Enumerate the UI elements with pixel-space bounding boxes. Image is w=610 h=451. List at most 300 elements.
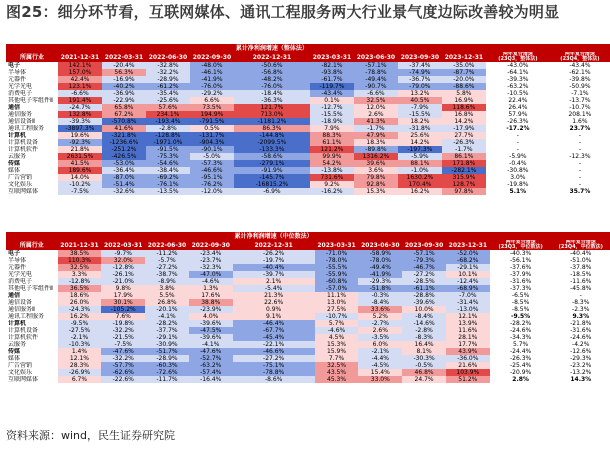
growth-cell: 51.2% — [446, 376, 490, 383]
growth-cell: 11.6% — [446, 327, 490, 334]
table-row — [6, 362, 610, 369]
growth-cell: 142.1% — [58, 62, 102, 69]
growth-cell: -1.7% — [442, 146, 486, 153]
growth-cell: -60.3% — [145, 362, 189, 369]
growth-cell: -90.7% — [354, 83, 398, 90]
growth-cell: -41.9% — [190, 76, 234, 83]
growth-cell: -28.8% — [402, 292, 446, 299]
growth-cell: 6.0% — [358, 341, 402, 348]
table-row — [6, 327, 610, 334]
growth-cell: 73.5% — [190, 104, 234, 111]
table-row — [6, 111, 610, 118]
industry-label: 通信设备 — [8, 299, 33, 306]
growth-cell: 4.0% — [189, 313, 233, 320]
growth-cell: -76.2% — [190, 181, 234, 188]
growth-cell: 18.2% — [398, 118, 442, 125]
growth-cell: -38.4% — [146, 167, 190, 174]
column-header: 2023-03-31 — [310, 52, 354, 62]
table-top-overall — [6, 44, 610, 195]
growth-cell: -128.8% — [146, 132, 190, 139]
growth-cell: -35.4% — [146, 90, 190, 97]
growth-cell: -16815.2% — [234, 181, 310, 188]
growth-cell: -26.1% — [101, 271, 145, 278]
growth-cell: -71.0% — [315, 250, 359, 257]
growth-cell: -11.7% — [145, 376, 189, 383]
growth-cell: -27.2% — [145, 264, 189, 271]
growth-cell: -31.4% — [446, 299, 490, 306]
growth-cell: -76.0% — [190, 83, 234, 90]
growth-cell: -17.9% — [442, 125, 486, 132]
cagr-cell: -24.6% — [552, 334, 610, 341]
growth-cell: 12.0% — [354, 104, 398, 111]
growth-cell: -68.2% — [446, 257, 490, 264]
growth-cell: -74.9% — [398, 69, 442, 76]
growth-cell: 1630.2% — [398, 174, 442, 181]
cagr-cell: -40.3% — [490, 250, 552, 257]
growth-cell: -95.1% — [190, 174, 234, 181]
growth-cell: 0.9% — [233, 306, 315, 313]
section-label-blank — [6, 44, 58, 52]
table-row — [6, 167, 610, 174]
growth-cell: -45.4% — [233, 334, 315, 341]
cagr-cell: -50.9% — [550, 83, 610, 90]
growth-cell: 1.4% — [58, 348, 102, 355]
growth-cell: -46.1% — [190, 69, 234, 76]
growth-cell: -8.3% — [402, 334, 446, 341]
growth-cell: -22.6% — [101, 376, 145, 383]
growth-cell: 13.0% — [315, 299, 359, 306]
growth-cell: -10.2% — [58, 181, 102, 188]
growth-cell: -4.6% — [189, 278, 233, 285]
cagr-cell: -25.4% — [490, 362, 552, 369]
growth-cell: -22.1% — [233, 341, 315, 348]
growth-cell: 10.0% — [402, 306, 446, 313]
growth-cell: 36.5% — [58, 285, 102, 292]
growth-cell: -40.2% — [102, 83, 146, 90]
growth-cell: -57.4% — [189, 369, 233, 376]
cagr-cell: 26.4% — [486, 104, 550, 111]
growth-cell: -52.7% — [189, 355, 233, 362]
growth-cell: -9.7% — [101, 250, 145, 257]
growth-cell: -50.6% — [234, 62, 310, 69]
cagr-cell: 35.7% — [550, 188, 610, 195]
cagr-cell: -11.6% — [552, 278, 610, 285]
industry-label: 元器件 — [8, 76, 27, 83]
cagr-cell: -45.8% — [552, 285, 610, 292]
cagr-cell: -29.3% — [552, 355, 610, 362]
growth-cell: 67.2% — [102, 111, 146, 118]
growth-cell: -87.0% — [102, 174, 146, 181]
growth-cell: 9.2% — [310, 181, 354, 188]
column-header: 2023-03-31 — [315, 240, 359, 250]
growth-cell: -38.7% — [145, 271, 189, 278]
growth-cell: 88.1% — [398, 160, 442, 167]
growth-cell: -4.4% — [358, 355, 402, 362]
growth-cell: -197.3% — [398, 146, 442, 153]
growth-cell: -47.0% — [189, 271, 233, 278]
section-label-blank — [102, 44, 146, 52]
growth-cell: -21.0% — [101, 278, 145, 285]
column-header: 2023-12-31 — [442, 52, 486, 62]
growth-cell: 5.7% — [315, 320, 359, 327]
growth-cell: -89.8% — [354, 146, 398, 153]
growth-cell: 121.2% — [310, 146, 354, 153]
growth-cell: -63.2% — [189, 362, 233, 369]
growth-cell: -56.8% — [234, 69, 310, 76]
growth-cell: -41.9% — [358, 271, 402, 278]
industry-label: 电子 — [8, 62, 21, 69]
growth-cell: -57.7% — [101, 362, 145, 369]
growth-cell: -47.6% — [189, 348, 233, 355]
cagr-cell: -56.1% — [490, 257, 552, 264]
growth-cell: -58.6% — [234, 153, 310, 160]
growth-cell: -69.2% — [146, 174, 190, 181]
column-header: 2022-12-31 — [233, 240, 315, 250]
growth-cell: -904.3% — [190, 139, 234, 146]
growth-cell: 5.8% — [442, 90, 486, 97]
growth-cell: 14.2% — [442, 118, 486, 125]
growth-cell: 234.1% — [146, 111, 190, 118]
growth-cell: -7.5% — [101, 341, 145, 348]
growth-cell: -15.5% — [398, 111, 442, 118]
table-row — [6, 132, 610, 139]
cagr-cell: -39.3% — [486, 76, 550, 83]
growth-cell: 65.8% — [102, 104, 146, 111]
growth-cell: -60.8% — [315, 278, 359, 285]
growth-cell: 47.9% — [354, 132, 398, 139]
cagr-cell: - — [550, 167, 610, 174]
cagr-cell: - — [486, 132, 550, 139]
table-row — [6, 264, 610, 271]
section-label-blank — [58, 232, 102, 240]
growth-cell: -46.6% — [190, 167, 234, 174]
table-row — [6, 257, 610, 264]
growth-cell: 32.5% — [354, 97, 398, 104]
growth-cell: -570.8% — [102, 118, 146, 125]
growth-cell: -24.3% — [58, 306, 102, 313]
growth-cell: -8.6% — [233, 376, 315, 383]
section-label-blank — [442, 44, 486, 52]
growth-cell: 1316.2% — [354, 153, 398, 160]
growth-cell: -91.9% — [234, 167, 310, 174]
growth-cell: -51.8% — [358, 285, 402, 292]
table-row — [6, 292, 610, 299]
growth-cell: -48.0% — [190, 62, 234, 69]
column-header: 两年复合增速 (23Q3，整体法) — [486, 52, 550, 62]
growth-cell: -20.4% — [102, 62, 146, 69]
cagr-cell: -51.0% — [552, 257, 610, 264]
growth-cell: -3.5% — [358, 334, 402, 341]
growth-cell: -1181.2% — [234, 118, 310, 125]
growth-cell: -12.4% — [446, 278, 490, 285]
growth-cell: -88.6% — [442, 83, 486, 90]
growth-cell: 3.8% — [145, 285, 189, 292]
growth-cell: 25.6% — [398, 132, 442, 139]
growth-cell: -53.0% — [102, 160, 146, 167]
growth-cell: -36.7% — [398, 76, 442, 83]
growth-cell: 7.7% — [315, 355, 359, 362]
growth-cell: 315.9% — [442, 174, 486, 181]
growth-cell: -7.0% — [446, 292, 490, 299]
growth-cell: -26.3% — [442, 139, 486, 146]
industry-label: 元器件 — [8, 264, 27, 271]
growth-cell: -26.9% — [58, 369, 102, 376]
growth-cell: 28.1% — [446, 334, 490, 341]
column-header: 2023-06-30 — [354, 52, 398, 62]
growth-cell: 57.6% — [146, 104, 190, 111]
cagr-cell: -24.6% — [490, 327, 552, 334]
cagr-cell: -37.3% — [490, 285, 552, 292]
industry-label: 媒体 — [8, 167, 21, 174]
growth-cell: -4.1% — [145, 313, 189, 320]
table-row — [6, 348, 610, 355]
cagr-cell: -37.8% — [552, 264, 610, 271]
cagr-cell: -28.2% — [490, 320, 552, 327]
growth-cell: -91.5% — [146, 146, 190, 153]
table-row — [6, 76, 610, 83]
growth-cell: -93.8% — [310, 69, 354, 76]
growth-cell: -24.7% — [58, 104, 102, 111]
growth-cell: -2099.5% — [234, 139, 310, 146]
growth-cell: -32.2% — [101, 355, 145, 362]
growth-cell: 19.6% — [58, 132, 102, 139]
growth-cell: -36.4% — [102, 167, 146, 174]
section-label-blank — [446, 232, 490, 240]
growth-cell: 713.0% — [234, 111, 310, 118]
growth-cell: 18.6% — [58, 292, 102, 299]
column-header: 所属行业 — [6, 240, 58, 250]
growth-cell: -37.4% — [398, 62, 442, 69]
cagr-cell: -7.1% — [550, 90, 610, 97]
growth-cell: 14.0% — [58, 174, 102, 181]
growth-cell: -1.7% — [354, 125, 398, 132]
growth-cell: 39.6% — [354, 160, 398, 167]
growth-cell: 9.1% — [233, 313, 315, 320]
growth-cell: 33.6% — [358, 306, 402, 313]
growth-cell: -36.3% — [234, 97, 310, 104]
growth-cell: 38.8% — [189, 299, 233, 306]
growth-cell: 26.8% — [145, 299, 189, 306]
growth-cell: -27.2% — [402, 271, 446, 278]
growth-cell: -29.3% — [358, 278, 402, 285]
growth-cell: 3.3% — [58, 271, 102, 278]
growth-cell: -12.8% — [101, 264, 145, 271]
section-label-blank — [402, 232, 446, 240]
growth-cell: 27.7% — [442, 132, 486, 139]
table-row — [6, 306, 610, 313]
table-row — [6, 69, 610, 76]
growth-cell: -23.7% — [189, 257, 233, 264]
page-title: 图25：细分环节看，互联网媒体、通讯工程服务两大行业景气度边际改善较为明显 — [6, 3, 560, 21]
growth-cell: -8.4% — [358, 299, 402, 306]
growth-cell: 6.7% — [58, 376, 102, 383]
growth-cell: 128.7% — [442, 181, 486, 188]
growth-cell: -4.5% — [358, 362, 402, 369]
growth-cell: 88.3% — [310, 132, 354, 139]
growth-cell: -75.1% — [233, 362, 315, 369]
cagr-cell: 57.9% — [486, 111, 550, 118]
growth-cell: -8.4% — [402, 313, 446, 320]
growth-cell: -32.2% — [146, 69, 190, 76]
growth-cell: -32.3% — [189, 264, 233, 271]
growth-cell: -32.2% — [101, 327, 145, 334]
growth-cell: -32.6% — [102, 188, 146, 195]
growth-cell: -30.9% — [145, 341, 189, 348]
growth-cell: -49.4% — [358, 264, 402, 271]
growth-cell: -55.9% — [315, 271, 359, 278]
growth-cell: -39.3% — [58, 118, 102, 125]
industry-label: 通信服务Ⅱ — [8, 306, 35, 313]
growth-cell: -1971.0% — [146, 139, 190, 146]
growth-cell: -29.2% — [190, 90, 234, 97]
table-row — [6, 278, 610, 285]
section-label-blank — [398, 44, 442, 52]
growth-cell: 42.4% — [58, 76, 102, 83]
growth-cell: -5.7% — [145, 257, 189, 264]
growth-cell: 13.2% — [398, 90, 442, 97]
growth-cell: 2.6% — [358, 327, 402, 334]
column-header: 2022-03-31 — [101, 240, 145, 250]
growth-cell: -12.8% — [58, 278, 102, 285]
growth-cell: -36.0% — [446, 355, 490, 362]
growth-cell: 103.9% — [446, 369, 490, 376]
growth-cell: 16.2% — [58, 313, 102, 320]
table-row — [6, 62, 610, 69]
table-row — [6, 118, 610, 125]
growth-cell: -37.7% — [145, 327, 189, 334]
table-row — [6, 355, 610, 362]
growth-cell: 32.5% — [58, 264, 102, 271]
growth-cell: -92.3% — [58, 139, 102, 146]
cagr-cell: - — [552, 292, 610, 299]
table-row — [6, 125, 610, 132]
section-label-blank — [552, 232, 610, 240]
growth-cell: -35.0% — [442, 62, 486, 69]
growth-cell: 132.8% — [58, 111, 102, 118]
growth-cell: 3.6% — [354, 167, 398, 174]
growth-cell: -47.6% — [101, 348, 145, 355]
cagr-cell: -30.8% — [486, 167, 550, 174]
growth-cell: -87.7% — [442, 69, 486, 76]
column-header: 所属行业 — [6, 52, 58, 62]
growth-cell: -67.7% — [233, 327, 315, 334]
cagr-cell: -9.5% — [490, 313, 552, 320]
table-row — [6, 104, 610, 111]
growth-cell: 16.9% — [442, 97, 486, 104]
growth-cell: -46.7% — [402, 264, 446, 271]
growth-cell: -3897.3% — [58, 125, 102, 132]
column-header: 两年复合增速 (23Q4，中位数法) — [552, 240, 610, 250]
growth-cell: 14.2% — [398, 139, 442, 146]
growth-cell: -61.1% — [402, 285, 446, 292]
table-row — [6, 369, 610, 376]
growth-cell: 15.3% — [315, 341, 359, 348]
growth-cell: -15.5% — [310, 111, 354, 118]
growth-cell: -39.6% — [189, 334, 233, 341]
table-row — [6, 299, 610, 306]
growth-cell: -10.7% — [315, 313, 359, 320]
table-row — [6, 83, 610, 90]
cagr-cell: -8.3% — [552, 299, 610, 306]
table-row — [6, 146, 610, 153]
growth-cell: 56.3% — [102, 69, 146, 76]
industry-label: 广告营销 — [8, 174, 33, 181]
cagr-cell: 3.0% — [486, 174, 550, 181]
cagr-cell: -63.2% — [486, 83, 550, 90]
cagr-cell: - — [550, 146, 610, 153]
section-label-blank — [189, 232, 233, 240]
growth-cell: 43.5% — [315, 369, 359, 376]
cagr-cell: 5.1% — [486, 188, 550, 195]
growth-cell: -39.6% — [402, 299, 446, 306]
growth-cell: 13.9% — [446, 320, 490, 327]
cagr-cell: - — [550, 132, 610, 139]
cagr-cell: -31.6% — [490, 278, 552, 285]
growth-cell: 21.3% — [233, 292, 315, 299]
table-row — [6, 250, 610, 257]
growth-cell: -78.0% — [315, 257, 359, 264]
growth-cell: -76.1% — [146, 181, 190, 188]
cagr-cell: -8.5% — [490, 306, 552, 313]
section-label-blank — [486, 44, 550, 52]
growth-cell: -39.7% — [233, 271, 315, 278]
growth-cell: 191.4% — [58, 97, 102, 104]
cagr-cell: -19.8% — [486, 181, 550, 188]
column-header: 2022-09-30 — [190, 52, 234, 62]
growth-cell: -5.9% — [398, 153, 442, 160]
growth-cell: 92.8% — [354, 181, 398, 188]
growth-cell: 17.7% — [446, 341, 490, 348]
cagr-cell: -12.3% — [550, 153, 610, 160]
section-label-blank — [146, 44, 190, 52]
industry-label: 通信 — [8, 292, 21, 299]
cagr-cell: -62.1% — [550, 69, 610, 76]
cagr-cell: 5.7% — [490, 341, 552, 348]
growth-cell: -57.1% — [402, 250, 446, 257]
growth-cell: -28.5% — [402, 278, 446, 285]
growth-cell: 5.2% — [358, 313, 402, 320]
growth-cell: -16.2% — [310, 188, 354, 195]
growth-cell: -282.1% — [442, 167, 486, 174]
industry-label: 计算机设备 — [8, 139, 39, 146]
growth-cell: 18.3% — [354, 139, 398, 146]
cagr-cell: -64.1% — [486, 69, 550, 76]
column-header: 2022-09-30 — [189, 240, 233, 250]
section-label-blank — [315, 232, 359, 240]
industry-label: 光学光电 — [8, 271, 33, 278]
growth-cell: 6.6% — [190, 97, 234, 104]
column-header: 2021-12-31 — [58, 240, 102, 250]
growth-cell: -7.9% — [398, 104, 442, 111]
growth-cell: -23.4% — [189, 250, 233, 257]
growth-cell: -13.5% — [146, 188, 190, 195]
growth-cell: 170.4% — [398, 181, 442, 188]
growth-cell: 2631.5% — [58, 153, 102, 160]
growth-cell: -18.4% — [234, 90, 310, 97]
growth-cell: -28.9% — [145, 355, 189, 362]
growth-cell: -2.8% — [402, 327, 446, 334]
table-row — [6, 160, 610, 167]
growth-cell: -72.6% — [145, 369, 189, 376]
section-label: 累计净利润增速（中位数法） — [234, 232, 313, 240]
growth-cell: 189.6% — [58, 167, 102, 174]
growth-cell: -16.4% — [189, 376, 233, 383]
industry-label: 互联网媒体 — [8, 188, 39, 195]
column-header: 2023-06-30 — [358, 240, 402, 250]
growth-cell: -29.1% — [145, 334, 189, 341]
growth-cell: -51.4% — [102, 181, 146, 188]
growth-cell: -5.4% — [233, 285, 315, 292]
